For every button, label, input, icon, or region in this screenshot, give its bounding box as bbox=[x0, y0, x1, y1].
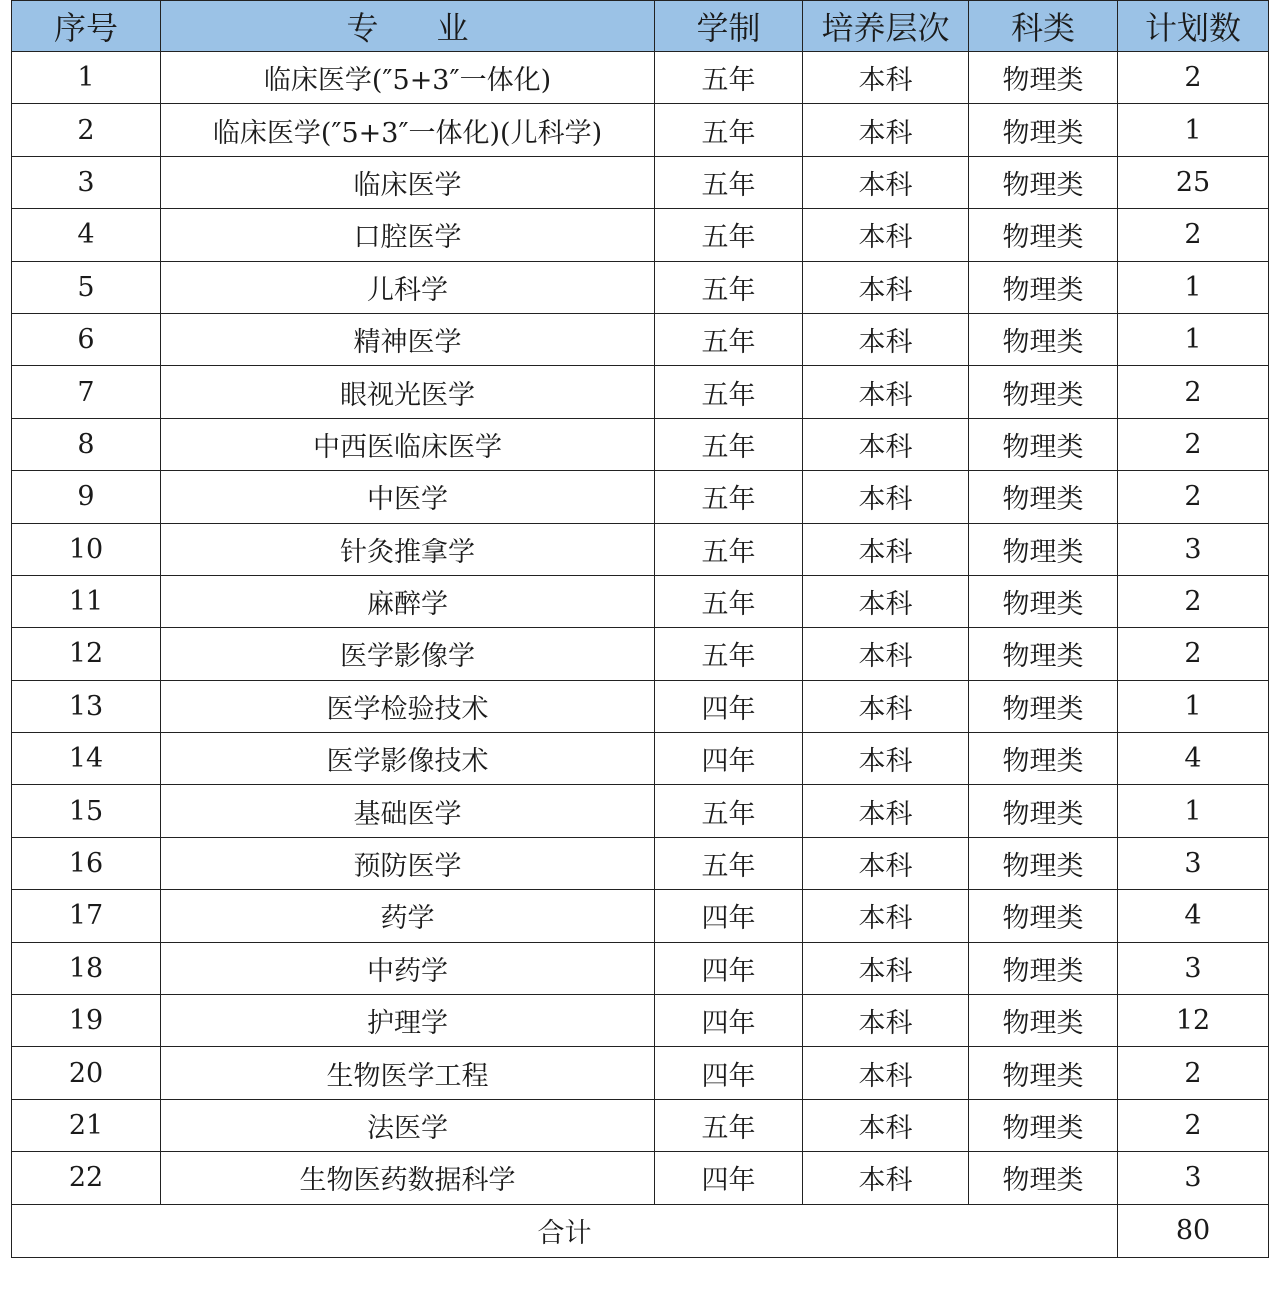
cell-index: 13 bbox=[12, 680, 161, 732]
total-label: 合计 bbox=[12, 1204, 1118, 1257]
table-row bbox=[12, 313, 1269, 365]
cell-duration: 四年 bbox=[655, 995, 803, 1047]
cell-count: 3 bbox=[1118, 523, 1269, 575]
cell-major: 中西医临床医学 bbox=[161, 418, 655, 470]
cell-index: 4 bbox=[12, 209, 161, 261]
cell-level: 本科 bbox=[803, 523, 969, 575]
table-row bbox=[12, 156, 1269, 208]
cell-duration: 四年 bbox=[655, 1152, 803, 1204]
header-index: 序号 bbox=[12, 1, 161, 52]
cell-count: 2 bbox=[1118, 1099, 1269, 1151]
cell-index: 20 bbox=[12, 1047, 161, 1099]
cell-index: 19 bbox=[12, 995, 161, 1047]
cell-level: 本科 bbox=[803, 890, 969, 942]
cell-duration: 五年 bbox=[655, 52, 803, 104]
table-row bbox=[12, 1099, 1269, 1151]
enrollment-plan-table bbox=[11, 0, 1269, 1258]
table-row bbox=[12, 628, 1269, 680]
cell-count: 1 bbox=[1118, 313, 1269, 365]
cell-index: 10 bbox=[12, 523, 161, 575]
cell-major: 生物医药数据科学 bbox=[161, 1152, 655, 1204]
cell-level: 本科 bbox=[803, 628, 969, 680]
cell-index: 11 bbox=[12, 575, 161, 627]
cell-major: 药学 bbox=[161, 890, 655, 942]
cell-category: 物理类 bbox=[969, 313, 1118, 365]
cell-major: 儿科学 bbox=[161, 261, 655, 313]
cell-category: 物理类 bbox=[969, 890, 1118, 942]
cell-category: 物理类 bbox=[969, 837, 1118, 889]
cell-category: 物理类 bbox=[969, 523, 1118, 575]
header-duration: 学制 bbox=[655, 1, 803, 52]
cell-category: 物理类 bbox=[969, 628, 1118, 680]
cell-level: 本科 bbox=[803, 575, 969, 627]
header-category: 科类 bbox=[969, 1, 1118, 52]
cell-major: 医学影像学 bbox=[161, 628, 655, 680]
cell-index: 2 bbox=[12, 104, 161, 156]
cell-duration: 四年 bbox=[655, 733, 803, 785]
cell-level: 本科 bbox=[803, 156, 969, 208]
cell-count: 2 bbox=[1118, 471, 1269, 523]
cell-index: 15 bbox=[12, 785, 161, 837]
cell-category: 物理类 bbox=[969, 104, 1118, 156]
cell-level: 本科 bbox=[803, 785, 969, 837]
table-row bbox=[12, 890, 1269, 942]
cell-major: 基础医学 bbox=[161, 785, 655, 837]
cell-count: 2 bbox=[1118, 209, 1269, 261]
total-count: 80 bbox=[1118, 1204, 1269, 1257]
table-row bbox=[12, 942, 1269, 994]
cell-duration: 五年 bbox=[655, 418, 803, 470]
cell-count: 2 bbox=[1118, 1047, 1269, 1099]
table-row bbox=[12, 209, 1269, 261]
cell-level: 本科 bbox=[803, 942, 969, 994]
table-footer bbox=[12, 1204, 1269, 1257]
cell-duration: 五年 bbox=[655, 366, 803, 418]
cell-count: 2 bbox=[1118, 366, 1269, 418]
cell-index: 16 bbox=[12, 837, 161, 889]
cell-category: 物理类 bbox=[969, 785, 1118, 837]
cell-category: 物理类 bbox=[969, 575, 1118, 627]
cell-level: 本科 bbox=[803, 1152, 969, 1204]
cell-duration: 四年 bbox=[655, 890, 803, 942]
cell-count: 2 bbox=[1118, 628, 1269, 680]
cell-major: 法医学 bbox=[161, 1099, 655, 1151]
cell-major: 预防医学 bbox=[161, 837, 655, 889]
cell-count: 1 bbox=[1118, 785, 1269, 837]
cell-major: 医学影像技术 bbox=[161, 733, 655, 785]
cell-category: 物理类 bbox=[969, 995, 1118, 1047]
cell-level: 本科 bbox=[803, 52, 969, 104]
cell-index: 17 bbox=[12, 890, 161, 942]
cell-category: 物理类 bbox=[969, 1047, 1118, 1099]
cell-duration: 五年 bbox=[655, 104, 803, 156]
cell-index: 12 bbox=[12, 628, 161, 680]
table-row bbox=[12, 366, 1269, 418]
table-row bbox=[12, 1047, 1269, 1099]
table-row bbox=[12, 785, 1269, 837]
table-row bbox=[12, 1152, 1269, 1204]
table-row bbox=[12, 261, 1269, 313]
cell-level: 本科 bbox=[803, 1047, 969, 1099]
cell-count: 2 bbox=[1118, 575, 1269, 627]
cell-category: 物理类 bbox=[969, 733, 1118, 785]
cell-index: 14 bbox=[12, 733, 161, 785]
table-row bbox=[12, 418, 1269, 470]
cell-level: 本科 bbox=[803, 261, 969, 313]
cell-count: 3 bbox=[1118, 1152, 1269, 1204]
cell-count: 12 bbox=[1118, 995, 1269, 1047]
cell-major: 医学检验技术 bbox=[161, 680, 655, 732]
cell-level: 本科 bbox=[803, 366, 969, 418]
cell-duration: 五年 bbox=[655, 209, 803, 261]
table-row bbox=[12, 471, 1269, 523]
cell-duration: 四年 bbox=[655, 1047, 803, 1099]
table-row bbox=[12, 680, 1269, 732]
cell-index: 7 bbox=[12, 366, 161, 418]
cell-duration: 五年 bbox=[655, 261, 803, 313]
cell-category: 物理类 bbox=[969, 156, 1118, 208]
cell-category: 物理类 bbox=[969, 680, 1118, 732]
cell-duration: 五年 bbox=[655, 785, 803, 837]
cell-duration: 五年 bbox=[655, 523, 803, 575]
cell-index: 3 bbox=[12, 156, 161, 208]
table-row bbox=[12, 733, 1269, 785]
cell-category: 物理类 bbox=[969, 366, 1118, 418]
cell-major: 中医学 bbox=[161, 471, 655, 523]
cell-major: 口腔医学 bbox=[161, 209, 655, 261]
cell-count: 4 bbox=[1118, 890, 1269, 942]
cell-category: 物理类 bbox=[969, 1152, 1118, 1204]
cell-category: 物理类 bbox=[969, 942, 1118, 994]
cell-duration: 五年 bbox=[655, 471, 803, 523]
cell-duration: 四年 bbox=[655, 942, 803, 994]
cell-level: 本科 bbox=[803, 1099, 969, 1151]
cell-category: 物理类 bbox=[969, 1099, 1118, 1151]
cell-level: 本科 bbox=[803, 313, 969, 365]
cell-count: 4 bbox=[1118, 733, 1269, 785]
cell-index: 21 bbox=[12, 1099, 161, 1151]
cell-count: 3 bbox=[1118, 837, 1269, 889]
header-row bbox=[12, 1, 1269, 52]
cell-major: 麻醉学 bbox=[161, 575, 655, 627]
cell-category: 物理类 bbox=[969, 52, 1118, 104]
cell-major: 生物医学工程 bbox=[161, 1047, 655, 1099]
cell-level: 本科 bbox=[803, 471, 969, 523]
cell-level: 本科 bbox=[803, 104, 969, 156]
cell-count: 3 bbox=[1118, 942, 1269, 994]
table-row bbox=[12, 837, 1269, 889]
table-row bbox=[12, 52, 1269, 104]
table-row bbox=[12, 575, 1269, 627]
cell-level: 本科 bbox=[803, 418, 969, 470]
cell-count: 1 bbox=[1118, 261, 1269, 313]
cell-index: 18 bbox=[12, 942, 161, 994]
cell-index: 1 bbox=[12, 52, 161, 104]
cell-major: 针灸推拿学 bbox=[161, 523, 655, 575]
cell-major: 中药学 bbox=[161, 942, 655, 994]
cell-count: 1 bbox=[1118, 104, 1269, 156]
cell-level: 本科 bbox=[803, 733, 969, 785]
cell-major: 临床医学(″5+3″一体化) bbox=[161, 52, 655, 104]
cell-count: 2 bbox=[1118, 418, 1269, 470]
cell-duration: 五年 bbox=[655, 628, 803, 680]
cell-level: 本科 bbox=[803, 680, 969, 732]
cell-index: 6 bbox=[12, 313, 161, 365]
cell-duration: 五年 bbox=[655, 156, 803, 208]
total-row bbox=[12, 1204, 1269, 1257]
cell-index: 8 bbox=[12, 418, 161, 470]
cell-major: 护理学 bbox=[161, 995, 655, 1047]
cell-level: 本科 bbox=[803, 995, 969, 1047]
header-level: 培养层次 bbox=[803, 1, 969, 52]
cell-major: 精神医学 bbox=[161, 313, 655, 365]
header-major-part-b: 业 bbox=[436, 9, 469, 47]
cell-count: 1 bbox=[1118, 680, 1269, 732]
cell-duration: 五年 bbox=[655, 575, 803, 627]
cell-index: 9 bbox=[12, 471, 161, 523]
cell-index: 22 bbox=[12, 1152, 161, 1204]
table-row bbox=[12, 523, 1269, 575]
table-header bbox=[12, 1, 1269, 52]
cell-major: 临床医学 bbox=[161, 156, 655, 208]
cell-category: 物理类 bbox=[969, 261, 1118, 313]
cell-count: 25 bbox=[1118, 156, 1269, 208]
table-body bbox=[12, 52, 1269, 1205]
cell-index: 5 bbox=[12, 261, 161, 313]
cell-major: 临床医学(″5+3″一体化)(儿科学) bbox=[161, 104, 655, 156]
cell-duration: 四年 bbox=[655, 680, 803, 732]
table-row bbox=[12, 104, 1269, 156]
cell-category: 物理类 bbox=[969, 209, 1118, 261]
cell-major: 眼视光医学 bbox=[161, 366, 655, 418]
cell-level: 本科 bbox=[803, 209, 969, 261]
cell-category: 物理类 bbox=[969, 471, 1118, 523]
cell-duration: 五年 bbox=[655, 1099, 803, 1151]
cell-category: 物理类 bbox=[969, 418, 1118, 470]
header-plan-count: 计划数 bbox=[1118, 1, 1269, 52]
cell-level: 本科 bbox=[803, 837, 969, 889]
cell-count: 2 bbox=[1118, 52, 1269, 104]
cell-duration: 五年 bbox=[655, 313, 803, 365]
table-row bbox=[12, 995, 1269, 1047]
header-major bbox=[161, 1, 655, 52]
header-major-part-a: 专 bbox=[346, 9, 379, 47]
cell-duration: 五年 bbox=[655, 837, 803, 889]
